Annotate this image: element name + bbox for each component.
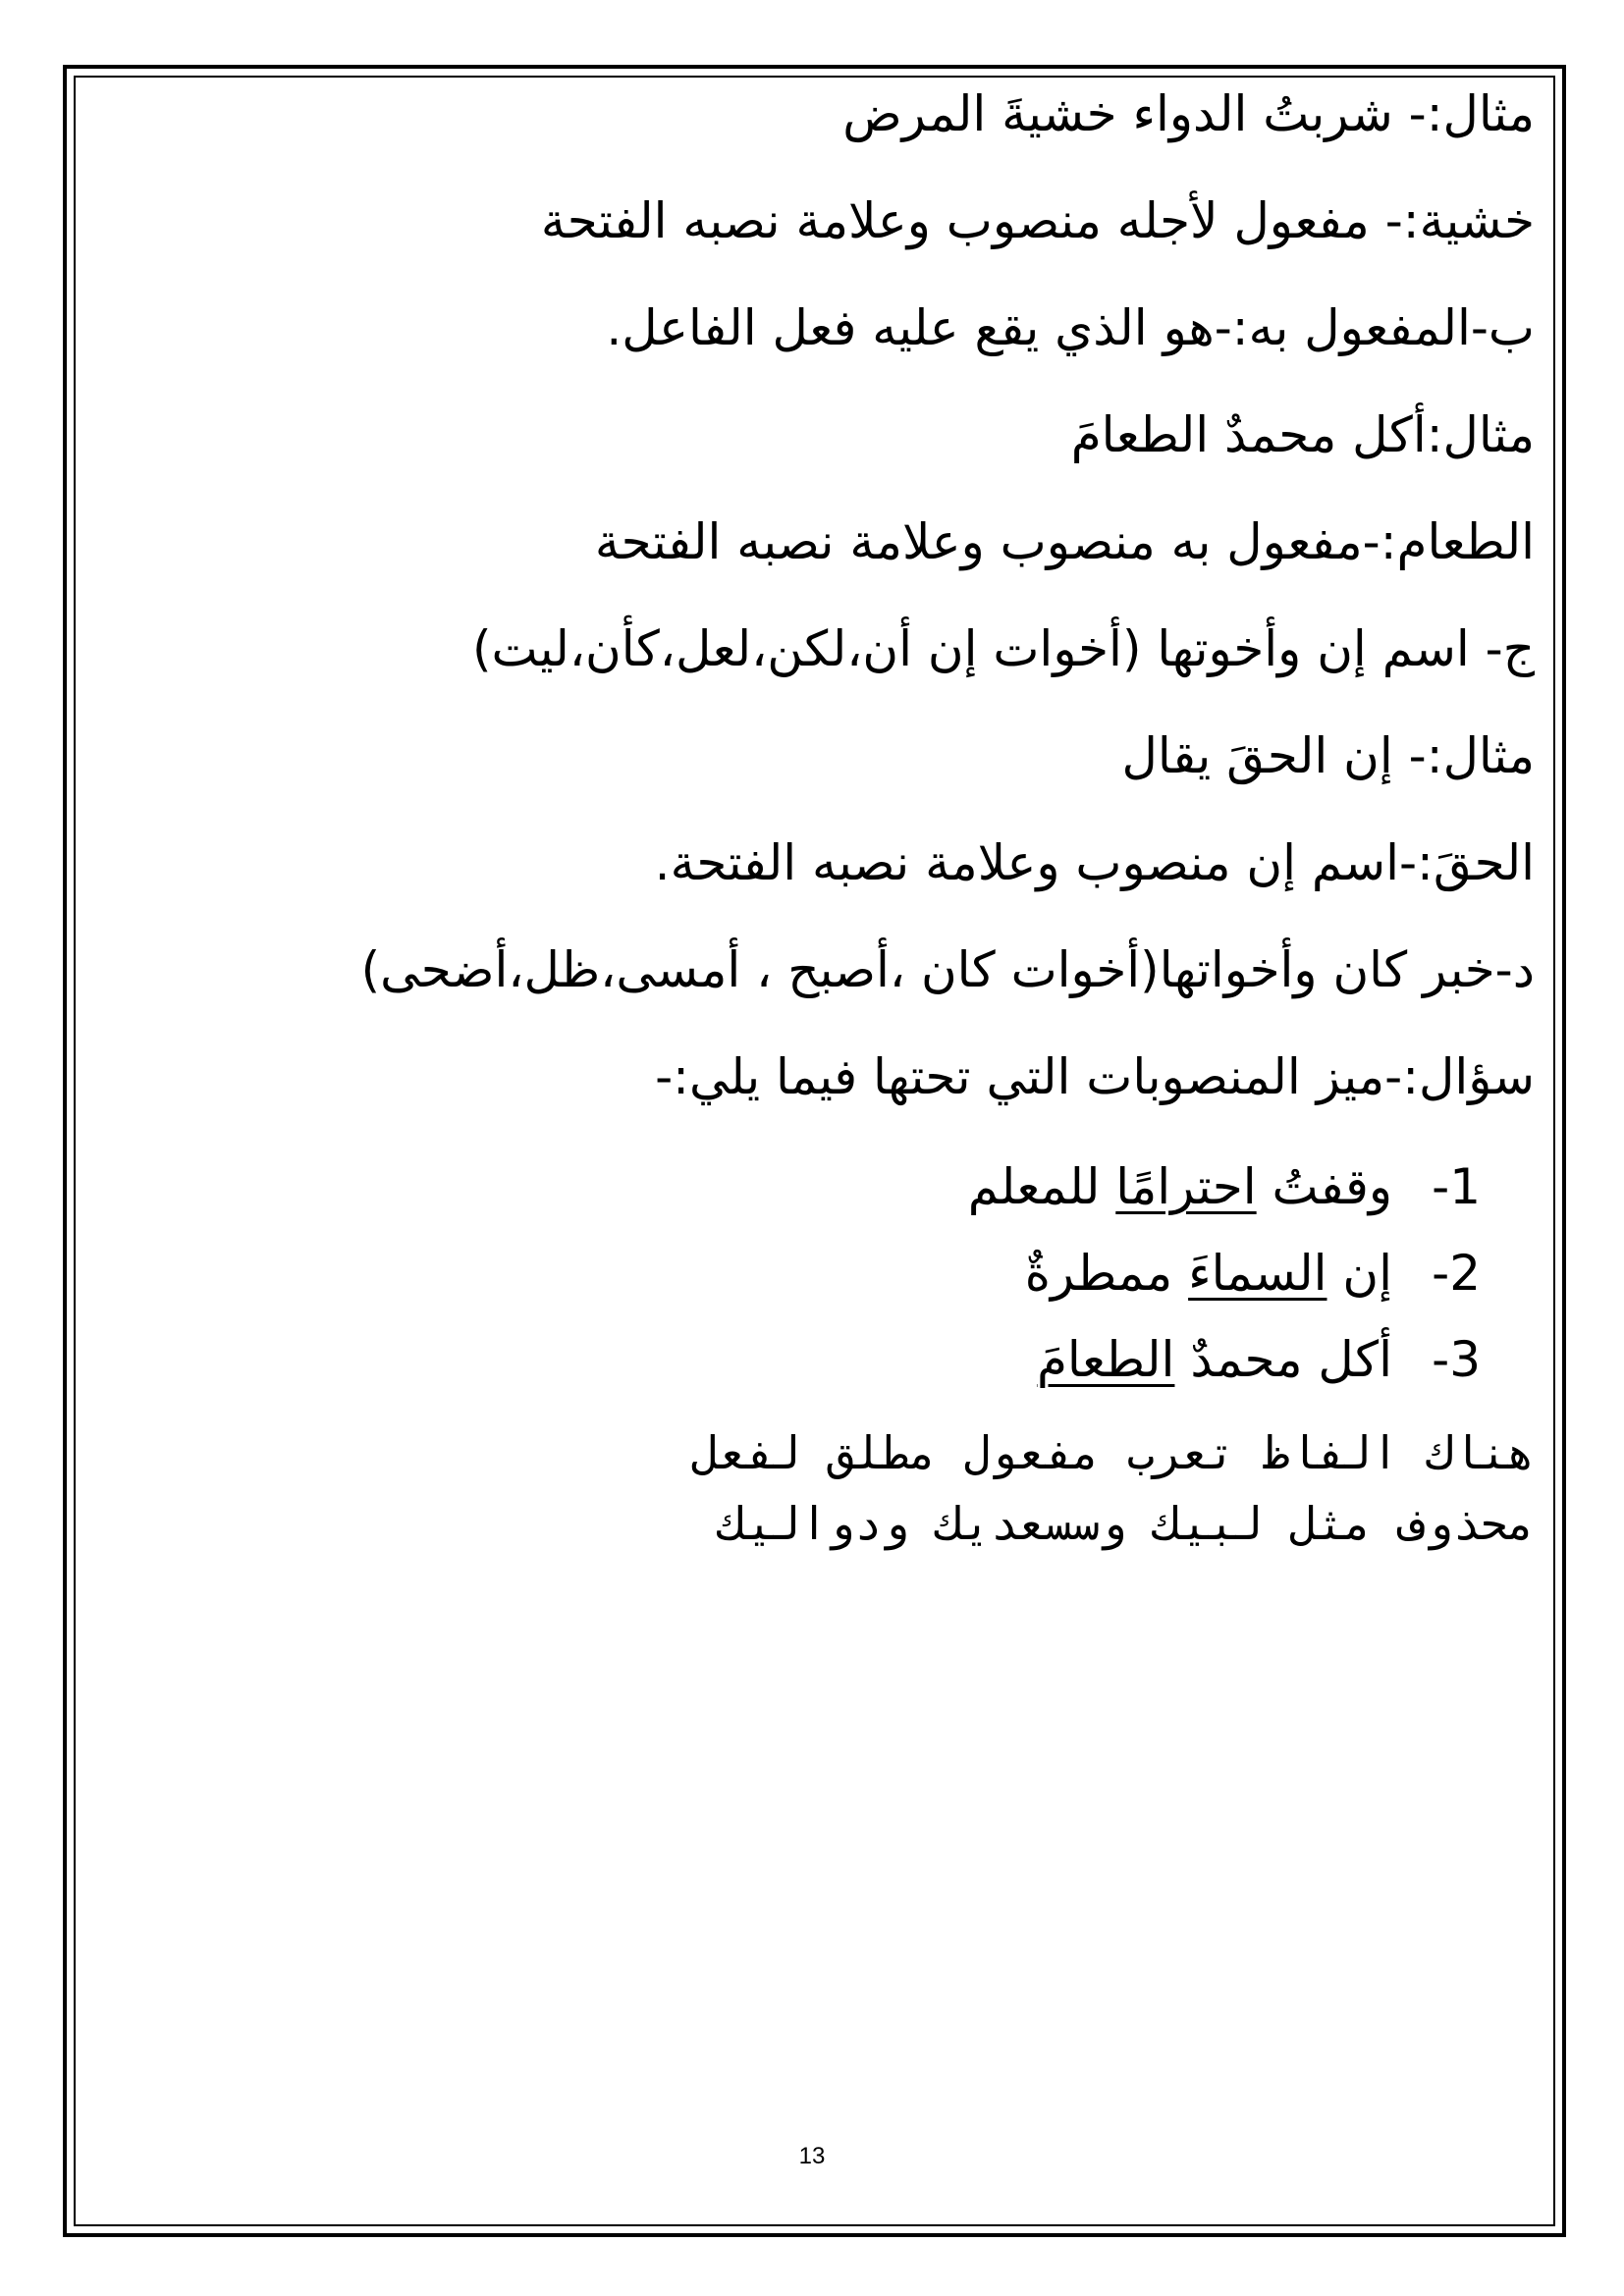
question-item (147, 1150, 1481, 1223)
page-content (147, 80, 1535, 1559)
question-text-after: ممطرةٌ (1024, 1245, 1189, 1302)
underlined-word: الطعامَ (1036, 1331, 1175, 1388)
note-line: هناك الفاظ تعرب مفعول مطلق لفعل (691, 1426, 1535, 1479)
question-number: 2- (1432, 1245, 1481, 1302)
text-line: خشية:- مفعول لأجله منصوب وعلامة نصبه الفتحة (540, 192, 1535, 249)
question-number: 3- (1432, 1331, 1481, 1388)
question-text-after: للمعلم (967, 1158, 1116, 1215)
text-line: مثال:- إن الحقَ يقال (1121, 727, 1535, 784)
question-text-before: أكل محمدٌ (1174, 1331, 1392, 1388)
text-line: د-خبر كان وأخواتها(أخوات كان ،أصبح ، أمسى،ظل،أضحى) (360, 941, 1535, 998)
text-line: مثال:- شربتُ الدواء خشيةَ المرض (842, 85, 1535, 142)
text-line: الطعام:-مفعول به منصوب وعلامة نصبه الفتحة (594, 513, 1535, 570)
page-number: 13 (798, 2143, 826, 2169)
question-text-before: وقفتُ (1256, 1158, 1392, 1215)
note-paragraph (147, 1417, 1535, 1559)
question-prompt: سؤال:-ميز المنصوبات التي تحتها فيما يلي:- (655, 1048, 1535, 1105)
text-line: الحقَ:-اسم إن منصوب وعلامة نصبه الفتحة. (654, 834, 1535, 891)
question-text-before: إن (1326, 1245, 1392, 1302)
text-line: مثال:أكل محمدٌ الطعامَ (1070, 406, 1535, 463)
text-line: ج- اسم إن وأخوتها (أخوات إن أن،لكن،لعل،كأن،ليت) (471, 620, 1535, 677)
note-line: محذوف مثل لبيك وسسعديك ودواليك (719, 1497, 1535, 1550)
question-number: 1- (1432, 1158, 1481, 1215)
question-item (147, 1323, 1481, 1396)
underlined-word: احترامًا (1115, 1158, 1257, 1215)
question-item (147, 1237, 1481, 1309)
question-list (147, 1150, 1535, 1396)
text-line: ب-المفعول به:-هو الذي يقع عليه فعل الفاعل. (606, 299, 1535, 356)
underlined-word: السماءَ (1188, 1245, 1327, 1302)
